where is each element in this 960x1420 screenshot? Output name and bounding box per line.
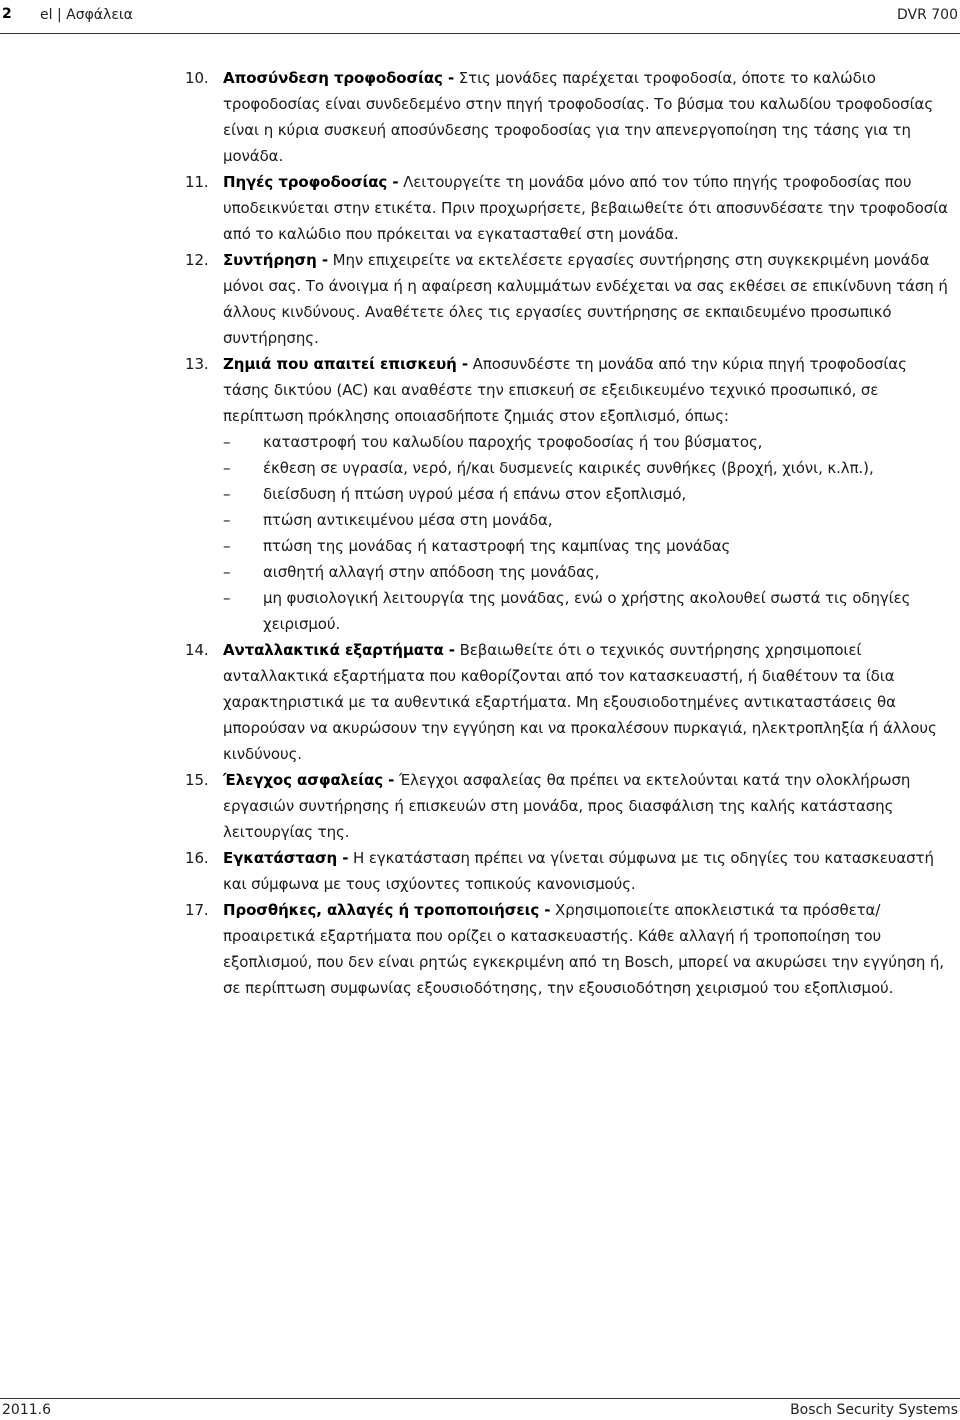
- list-item-13: [180, 351, 950, 637]
- section-title: el | Ασφάλεια: [40, 7, 133, 23]
- header-divider: [0, 33, 960, 34]
- item-text: Λειτουργείτε τη μονάδα μόνο από τον τύπο πηγής τροφοδοσίας που υποδεικνύεται στην ετικέτα. Πριν προχωρήσετε, βεβαιωθείτε ότι αποσυνδέσατε την τροφοδοσία από το καλώδιο που πρόκειται να εγκατασταθεί στη μονάδα.: [223, 173, 948, 243]
- list-item-16: [180, 845, 950, 897]
- item-number: 11.: [185, 173, 209, 191]
- damage-bullet-list: [223, 429, 950, 637]
- footer-divider: [0, 1398, 960, 1399]
- item-number: 10.: [185, 69, 209, 87]
- item-number: 17.: [185, 901, 209, 919]
- item-title: Εγκατάσταση -: [223, 849, 349, 867]
- bullet-item: [223, 481, 950, 507]
- bullet-item: [223, 507, 950, 533]
- item-number: 12.: [185, 251, 209, 269]
- bullet-item: [223, 559, 950, 585]
- dash-marker: –: [223, 433, 231, 451]
- item-title: Ζημιά που απαιτεί επισκευή -: [223, 355, 469, 373]
- bullet-text: πτώση της μονάδας ή καταστροφή της καμπίνας της μονάδας: [263, 537, 731, 555]
- item-title: Ανταλλακτικά εξαρτήματα -: [223, 641, 455, 659]
- dash-marker: –: [223, 589, 231, 607]
- bullet-text: έκθεση σε υγρασία, νερό, ή/και δυσμενείς καιρικές συνθήκες (βροχή, χιόνι, κ.λπ.),: [263, 459, 874, 477]
- list-item-14: [180, 637, 950, 767]
- bullet-text: μη φυσιολογική λειτουργία της μονάδας, ενώ ο χρήστης ακολουθεί σωστά τις οδηγίες χειρισμού.: [263, 589, 911, 633]
- item-title: Έλεγχος ασφαλείας -: [223, 771, 395, 789]
- dash-marker: –: [223, 459, 231, 477]
- item-number: 13.: [185, 355, 209, 373]
- bullet-text: διείσδυση ή πτώση υγρού μέσα ή επάνω στον εξοπλισμό,: [263, 485, 687, 503]
- bullet-text: αισθητή αλλαγή στην απόδοση της μονάδας,: [263, 563, 600, 581]
- page-footer: [0, 1396, 960, 1420]
- item-title: Πηγές τροφοδοσίας -: [223, 173, 399, 191]
- page-header: [0, 0, 960, 34]
- item-text: Έλεγχοι ασφαλείας θα πρέπει να εκτελούνται κατά την ολοκλήρωση εργασιών συντήρησης ή επισκευών στη μονάδα, προς διασφάλιση της καλής κατάστασης λειτουργίας της.: [223, 771, 911, 841]
- list-item-11: [180, 169, 950, 247]
- list-item-15: [180, 767, 950, 845]
- dash-marker: –: [223, 563, 231, 581]
- item-text: Αποσυνδέστε τη μονάδα από την κύρια πηγή τροφοδοσίας τάσης δικτύου (AC) και αναθέστε την επισκευή σε εξειδικευμένο τεχνικό προσωπικό, σε περίπτωση πρόκλησης οποιασδήποτε ζημιάς στον εξοπλισμό, όπως:: [223, 355, 907, 425]
- item-text: Στις μονάδες παρέχεται τροφοδοσία, όποτε το καλώδιο τροφοδοσίας είναι συνδεδεμένο στην πηγή τροφοδοσίας. Το βύσμα του καλωδίου τροφοδοσίας είναι η κύρια συσκευή αποσύνδεσης τροφοδοσίας για την απενεργοποίηση της τάσης για τη μονάδα.: [223, 69, 934, 165]
- company-name: Bosch Security Systems: [790, 1402, 958, 1418]
- bullet-item: [223, 585, 950, 637]
- item-title: Συντήρηση -: [223, 251, 328, 269]
- list-item-17: [180, 897, 950, 1001]
- item-title: Προσθήκες, αλλαγές ή τροποποιήσεις -: [223, 901, 551, 919]
- bullet-item: [223, 429, 950, 455]
- dash-marker: –: [223, 511, 231, 529]
- item-number: 14.: [185, 641, 209, 659]
- dash-marker: –: [223, 537, 231, 555]
- product-name: DVR 700: [896, 7, 958, 23]
- item-text: Η εγκατάσταση πρέπει να γίνεται σύμφωνα με τις οδηγίες του κατασκευαστή και σύμφωνα με τους ισχύοντες τοπικούς κανονισμούς.: [223, 849, 934, 893]
- list-item-10: [180, 65, 950, 169]
- bullet-item: [223, 455, 950, 481]
- edition-date: 2011.6: [2, 1402, 51, 1418]
- bullet-item: [223, 533, 950, 559]
- item-text: Βεβαιωθείτε ότι ο τεχνικός συντήρησης χρησιμοποιεί ανταλλακτικά εξαρτήματα που καθορίζονται από τον κατασκευαστή, ή διαθέτουν τα ίδια χαρακτηριστικά με τα αυθεντικά εξαρτήματα. Μη εξουσιοδοτημένες αντικαταστάσεις θα μπορούσαν να ακυρώσουν την εγγύηση και να προκαλέσουν πυρκαγιά, ηλεκτροπληξία ή άλλους κινδύνους.: [223, 641, 937, 763]
- page-number: 2: [2, 6, 12, 22]
- list-item-12: [180, 247, 950, 351]
- bullet-text: καταστροφή του καλωδίου παροχής τροφοδοσίας ή του βύσματος,: [263, 433, 763, 451]
- item-text: Μην επιχειρείτε να εκτελέσετε εργασίες συντήρησης στη συγκεκριμένη μονάδα μόνοι σας. Το άνοιγμα ή η αφαίρεση καλυμμάτων ενδέχεται να σας εκθέσει σε επικίνδυνη τάση ή άλλους κινδύνους. Αναθέτετε όλες τις εργασίες συντήρησης σε εκπαιδευμένο προσωπικό συντήρησης.: [223, 251, 948, 347]
- bullet-text: πτώση αντικειμένου μέσα στη μονάδα,: [263, 511, 553, 529]
- item-number: 15.: [185, 771, 209, 789]
- item-title: Αποσύνδεση τροφοδοσίας -: [223, 69, 455, 87]
- dash-marker: –: [223, 485, 231, 503]
- safety-instructions-list: [180, 65, 950, 1001]
- item-number: 16.: [185, 849, 209, 867]
- item-text: Χρησιμοποιείτε αποκλειστικά τα πρόσθετα/ προαιρετικά εξαρτήματα που ορίζει ο κατασκευαστής. Κάθε αλλαγή ή τροποποίηση του εξοπλισμού, που δεν είναι ρητώς εγκεκριμένη από τη Bosch, μπορεί να ακυρώσει την εγγύηση ή, σε περίπτωση συμφωνίας εξουσιοδότησης, την εξουσιοδότηση χειρισμού του εξοπλισμού.: [223, 901, 944, 997]
